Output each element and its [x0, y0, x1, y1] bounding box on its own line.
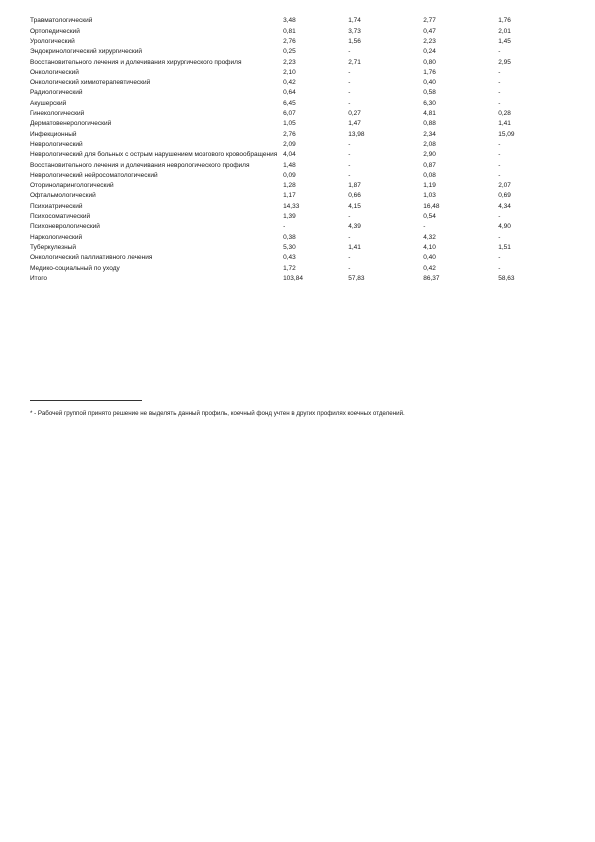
table-row — [30, 243, 530, 253]
value-cell-1: 4,04 — [283, 151, 296, 159]
profile-name-cell: Наркологический — [30, 233, 83, 241]
value-cell-3: 2,23 — [423, 37, 436, 45]
value-cell-1: 0,81 — [283, 27, 296, 35]
value-cell-2: - — [348, 68, 351, 76]
value-cell-3: 4,32 — [423, 233, 436, 241]
value-cell-2: - — [348, 99, 351, 107]
table-row — [30, 57, 530, 67]
profile-name-cell: Акушерский — [30, 99, 67, 107]
table-row — [30, 232, 530, 242]
value-cell-3: 0,80 — [423, 58, 436, 66]
value-cell-1: 2,76 — [283, 130, 296, 138]
value-cell-1: 0,09 — [283, 171, 296, 179]
value-cell-4: 4,34 — [498, 202, 511, 210]
value-cell-3: 86,37 — [423, 274, 440, 282]
value-cell-4: 1,41 — [498, 120, 511, 128]
value-cell-4: 1,76 — [498, 17, 511, 25]
value-cell-1: 2,23 — [283, 58, 296, 66]
profile-name-cell: Офтальмологический — [30, 192, 96, 200]
profile-name-cell: Туберкулезный — [30, 243, 76, 251]
table-row — [30, 78, 530, 88]
value-cell-1: 0,42 — [283, 79, 296, 87]
value-cell-3: 2,08 — [423, 140, 436, 148]
profile-name-cell: Онкологический химиотерапевтический — [30, 79, 151, 87]
value-cell-1: 1,05 — [283, 120, 296, 128]
value-cell-1: 3,48 — [283, 17, 296, 25]
value-cell-2: - — [348, 48, 351, 56]
table-row — [30, 263, 530, 273]
value-cell-2: 1,47 — [348, 120, 361, 128]
table-row — [30, 273, 530, 283]
value-cell-4: - — [498, 48, 501, 56]
value-cell-4: 1,51 — [498, 243, 511, 251]
value-cell-2: 1,41 — [348, 243, 361, 251]
value-cell-2: 1,74 — [348, 17, 361, 25]
value-cell-4: - — [498, 254, 501, 262]
profile-name-cell: Урологический — [30, 37, 75, 45]
profile-name-cell: Дерматовенерологический — [30, 120, 112, 128]
profile-name-cell: Оториноларингологический — [30, 182, 114, 190]
value-cell-4: - — [498, 68, 501, 76]
value-cell-1: 1,17 — [283, 192, 296, 200]
value-cell-4: - — [498, 171, 501, 179]
value-cell-2: - — [348, 140, 351, 148]
table-row — [30, 212, 530, 222]
profile-name-cell: Медико-социальный по уходу — [30, 264, 120, 272]
value-cell-3: 0,42 — [423, 264, 436, 272]
profile-name-cell: Неврологический нейросоматологический — [30, 171, 158, 179]
table-row — [30, 222, 530, 232]
value-cell-1: 1,28 — [283, 182, 296, 190]
value-cell-1: 1,72 — [283, 264, 296, 272]
value-cell-4: - — [498, 161, 501, 169]
table-row — [30, 181, 530, 191]
value-cell-2: 0,66 — [348, 192, 361, 200]
value-cell-2: - — [348, 171, 351, 179]
table-body — [30, 16, 530, 284]
value-cell-2: 0,27 — [348, 110, 361, 118]
value-cell-4: 0,69 — [498, 192, 511, 200]
value-cell-2: 1,87 — [348, 182, 361, 190]
value-cell-2: 13,98 — [348, 130, 365, 138]
value-cell-3: 0,87 — [423, 161, 436, 169]
profile-name-cell: Эндокринологический хирургический — [30, 48, 143, 56]
value-cell-2: 4,39 — [348, 223, 361, 231]
value-cell-3: 4,10 — [423, 243, 436, 251]
table-row — [30, 170, 530, 180]
value-cell-3: 0,40 — [423, 79, 436, 87]
value-cell-1: - — [283, 223, 286, 231]
value-cell-4: - — [498, 151, 501, 159]
value-cell-4: 2,07 — [498, 182, 511, 190]
value-cell-2: 1,56 — [348, 37, 361, 45]
value-cell-1: 2,10 — [283, 68, 296, 76]
value-cell-3: 2,90 — [423, 151, 436, 159]
table-row — [30, 150, 530, 160]
value-cell-3: 6,30 — [423, 99, 436, 107]
value-cell-3: 16,48 — [423, 202, 440, 210]
profile-name-cell: Психиатрический — [30, 202, 83, 210]
table-row — [30, 109, 530, 119]
value-cell-1: 0,38 — [283, 233, 296, 241]
value-cell-4: 2,95 — [498, 58, 511, 66]
table-row — [30, 140, 530, 150]
footnote-divider — [30, 400, 142, 401]
table-row — [30, 37, 530, 47]
value-cell-3: 2,34 — [423, 130, 436, 138]
table-row — [30, 16, 530, 26]
value-cell-4: - — [498, 264, 501, 272]
value-cell-2: - — [348, 151, 351, 159]
bed-profile-table — [30, 16, 530, 284]
value-cell-4: 1,45 — [498, 37, 511, 45]
value-cell-1: 0,25 — [283, 48, 296, 56]
value-cell-4: 15,09 — [498, 130, 515, 138]
value-cell-1: 0,43 — [283, 254, 296, 262]
value-cell-2: 57,83 — [348, 274, 365, 282]
value-cell-1: 2,09 — [283, 140, 296, 148]
value-cell-3: 2,77 — [423, 17, 436, 25]
value-cell-4: - — [498, 79, 501, 87]
value-cell-3: 0,24 — [423, 48, 436, 56]
value-cell-3: 0,08 — [423, 171, 436, 179]
value-cell-1: 6,07 — [283, 110, 296, 118]
value-cell-2: - — [348, 89, 351, 97]
profile-name-cell: Гинекологический — [30, 110, 85, 118]
table-row — [30, 98, 530, 108]
value-cell-2: - — [348, 254, 351, 262]
table-row — [30, 119, 530, 129]
value-cell-3: 0,47 — [423, 27, 436, 35]
value-cell-1: 14,33 — [283, 202, 300, 210]
profile-name-cell: Травматологический — [30, 17, 93, 25]
profile-name-cell: Онкологический паллиативного лечения — [30, 254, 153, 262]
value-cell-3: 0,40 — [423, 254, 436, 262]
profile-name-cell: Психосоматический — [30, 213, 91, 221]
table-row — [30, 26, 530, 36]
value-cell-4: 58,63 — [498, 274, 515, 282]
value-cell-1: 103,84 — [283, 274, 303, 282]
value-cell-4: 0,28 — [498, 110, 511, 118]
value-cell-2: - — [348, 161, 351, 169]
table-row — [30, 253, 530, 263]
profile-name-cell: Радиологический — [30, 89, 83, 97]
value-cell-1: 0,64 — [283, 89, 296, 97]
value-cell-1: 1,39 — [283, 213, 296, 221]
value-cell-2: 4,15 — [348, 202, 361, 210]
value-cell-4: 4,90 — [498, 223, 511, 231]
value-cell-4: - — [498, 89, 501, 97]
value-cell-2: - — [348, 213, 351, 221]
value-cell-3: 1,19 — [423, 182, 436, 190]
table-row — [30, 67, 530, 77]
value-cell-3: 1,03 — [423, 192, 436, 200]
value-cell-3: 0,58 — [423, 89, 436, 97]
value-cell-4: - — [498, 213, 501, 221]
value-cell-3: 0,54 — [423, 213, 436, 221]
table-row — [30, 160, 530, 170]
value-cell-3: 4,81 — [423, 110, 436, 118]
value-cell-1: 1,48 — [283, 161, 296, 169]
value-cell-4: 2,01 — [498, 27, 511, 35]
value-cell-4: - — [498, 233, 501, 241]
table-row — [30, 47, 530, 57]
table-row — [30, 191, 530, 201]
profile-name-cell: Восстановительного лечения и долечивания неврологического профиля — [30, 161, 250, 169]
value-cell-1: 5,30 — [283, 243, 296, 251]
value-cell-2: - — [348, 264, 351, 272]
value-cell-2: - — [348, 79, 351, 87]
value-cell-2: 3,73 — [348, 27, 361, 35]
table-row — [30, 201, 530, 211]
profile-name-cell: Психоневрологический — [30, 223, 100, 231]
profile-name-cell: Итого — [30, 274, 48, 282]
value-cell-2: 2,71 — [348, 58, 361, 66]
value-cell-3: 0,88 — [423, 120, 436, 128]
value-cell-1: 6,45 — [283, 99, 296, 107]
table-row — [30, 129, 530, 139]
value-cell-4: - — [498, 99, 501, 107]
footnote: * - Рабочей группой принято решение не выделять данный профиль, коечный фонд учтен в других профилях коечных отделений. — [30, 410, 405, 417]
value-cell-1: 2,76 — [283, 37, 296, 45]
profile-name-cell: Онкологический — [30, 68, 79, 76]
value-cell-3: - — [423, 223, 426, 231]
profile-name-cell: Восстановительного лечения и долечивания хирургического профиля — [30, 58, 242, 66]
profile-name-cell: Ортопедический — [30, 27, 80, 35]
profile-name-cell: Инфекционный — [30, 130, 77, 138]
value-cell-3: 1,76 — [423, 68, 436, 76]
profile-name-cell: Неврологический — [30, 140, 83, 148]
value-cell-4: - — [498, 140, 501, 148]
profile-name-cell: Неврологический для больных с острым нарушением мозгового кровообращения — [30, 151, 278, 159]
table-row — [30, 88, 530, 98]
value-cell-2: - — [348, 233, 351, 241]
